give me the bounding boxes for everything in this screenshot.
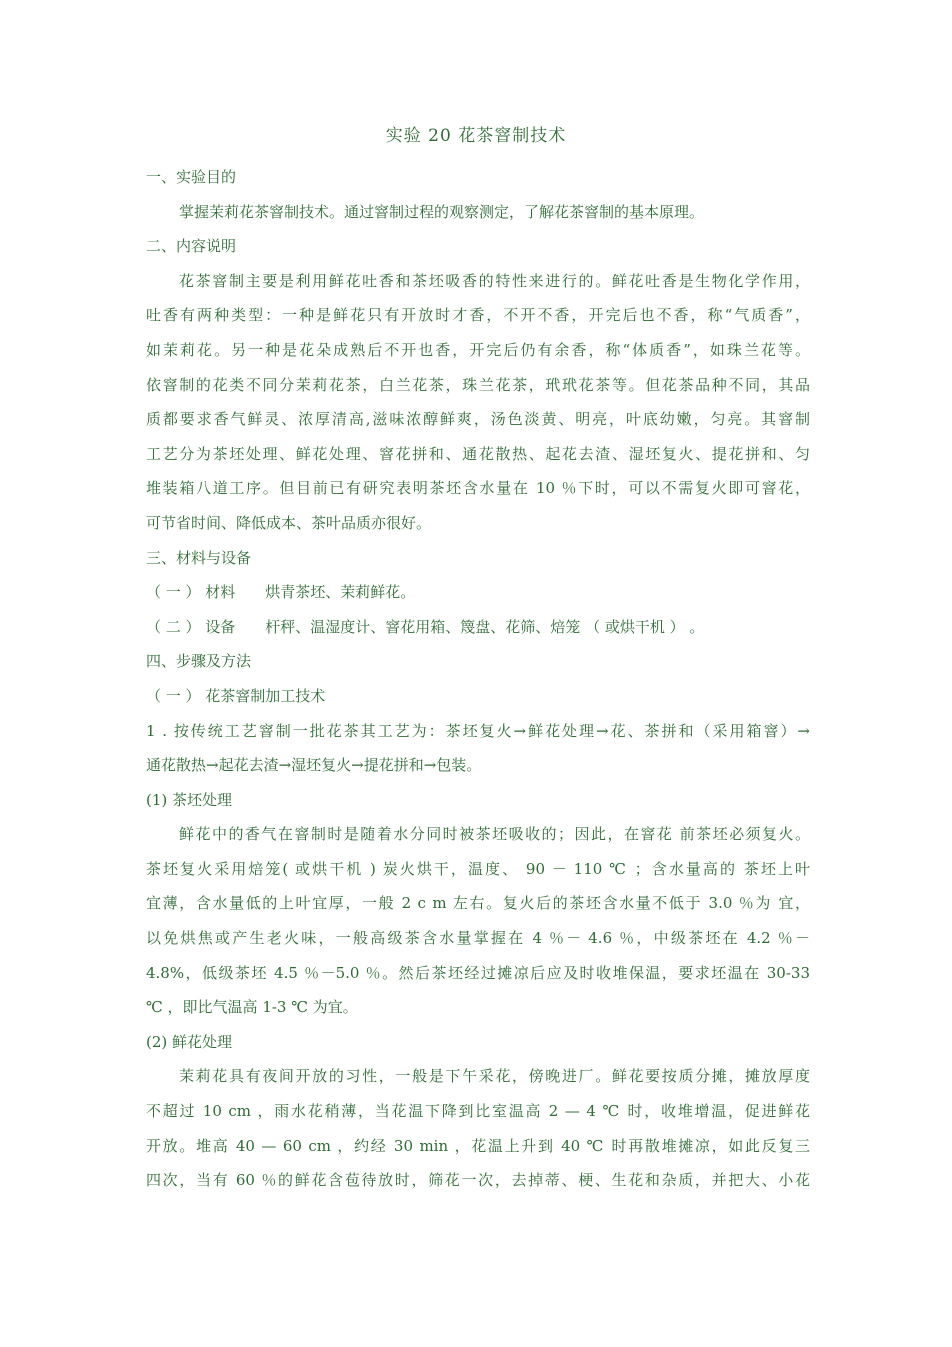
text-line: 依窨制的花类不同分茉莉花茶，白兰花茶，珠兰花茶，玳玳花茶等。但花茶品种不同，其品 bbox=[146, 375, 810, 394]
text-line: 茉莉花具有夜间开放的习性，一般是下午采花，傍晚进厂。鲜花要按质分摊，摊放厚度 bbox=[179, 1067, 810, 1086]
text-line: 四次，当有 60 ％的鲜花含苞待放时，筛花一次，去掉蒂、梗、生花和杂质，并把大、小花 bbox=[146, 1171, 810, 1190]
text-line: (2) 鲜花处理 bbox=[146, 1032, 233, 1051]
text-line: 花茶窨制主要是利用鲜花吐香和茶坯吸香的特性来进行的。鲜花吐香是生物化学作用， bbox=[179, 271, 810, 290]
text-line: 吐香有两种类型：一种是鲜花只有开放时才香，不开不香，开完后也不香，称“气质香”， bbox=[146, 306, 810, 325]
text-line: 工艺分为茶坯处理、鲜花处理、窨花拼和、通花散热、起花去渣、湿坯复火、提花拼和、匀 bbox=[146, 444, 810, 463]
text-line: 开放。堆高 40 — 60 cm ，约经 30 min ，花温上升到 40 ℃ 时再散堆摊凉，如此反复三 bbox=[146, 1136, 810, 1155]
text-line: 如茉莉花。另一种是花朵成熟后不开也香，开完后仍有余香，称“体质香”，如珠兰花等。 bbox=[146, 340, 810, 359]
text-line: 宜薄，含水量低的上叶宜厚，一般 2 c m 左右。复火后的茶坯含水量不低于 3.0 ％为 宜， bbox=[146, 894, 810, 913]
text-line: 鲜花中的香气在窨制时是随着水分同时被茶坯吸收的；因此，在窨花 前茶坯必须复火。 bbox=[179, 825, 810, 844]
text-line: 不超过 10 cm ，雨水花稍薄，当花温下降到比室温高 2 — 4 ℃ 时，收堆增温，促进鲜花 bbox=[146, 1102, 810, 1121]
text-line: 可节省时间、降低成本、茶叶品质亦很好。 bbox=[146, 513, 432, 532]
text-line: 二、内容说明 bbox=[146, 237, 237, 256]
text-line: ℃ ，即比气温高 1-3 ℃ 为宜。 bbox=[146, 998, 358, 1017]
text-line: 质都要求香气鲜灵、浓厚清高,滋味浓醇鲜爽，汤色淡黄、明亮，叶底幼嫩，匀亮。其窨制 bbox=[146, 410, 810, 429]
text-line: （ 一 ） 花茶窨制加工技术 bbox=[146, 686, 326, 705]
text-line: 三、材料与设备 bbox=[146, 548, 252, 567]
text-line: 一、实验目的 bbox=[146, 168, 237, 186]
document-title: 实验 20 花茶窨制技术 bbox=[385, 126, 567, 146]
text-line: 堆装箱八道工序。但目前已有研究表明茶坯含水量在 10 ％下时，可以不需复火即可窨花， bbox=[146, 479, 810, 498]
text-line: 通花散热→起花去渣→湿坯复火→提花拼和→包装。 bbox=[146, 756, 482, 775]
text-line: （ 一 ） 材料 烘青茶坯、茉莉鲜花。 bbox=[146, 583, 416, 602]
text-line: 四、步骤及方法 bbox=[146, 652, 252, 671]
document-body bbox=[146, 160, 810, 1198]
text-line: (1) 茶坯处理 bbox=[146, 790, 233, 809]
text-line: 以免烘焦或产生老火味，一般高级茶含水量掌握在 4 ％－ 4.6 ％，中级茶坯在 4.2 ％－ bbox=[146, 929, 810, 948]
text-line: 4.8%，低级茶坯 4.5 ％－5.0 ％。然后茶坯经过摊凉后应及时收堆保温，要求坯温在 30-33 bbox=[146, 963, 810, 982]
text-line: 1 . 按传统工艺窨制一批花茶其工艺为：茶坯复火→鲜花处理→花、茶拼和（采用箱窨）→ bbox=[146, 721, 810, 740]
text-line: 茶坯复火采用焙笼( 或烘干机 ) 炭火烘干，温度、 90 － 110 ℃ ；含水量高的 茶坯上叶 bbox=[146, 859, 810, 878]
text-line: 掌握茉莉花茶窨制技术。通过窨制过程的观察测定，了解花茶窨制的基本原理。 bbox=[179, 202, 705, 221]
text-line: （ 二 ） 设备 杆秤、温湿度计、窨花用箱、篾盘、花筛、焙笼 （ 或烘干机 ） 。 bbox=[146, 617, 705, 636]
